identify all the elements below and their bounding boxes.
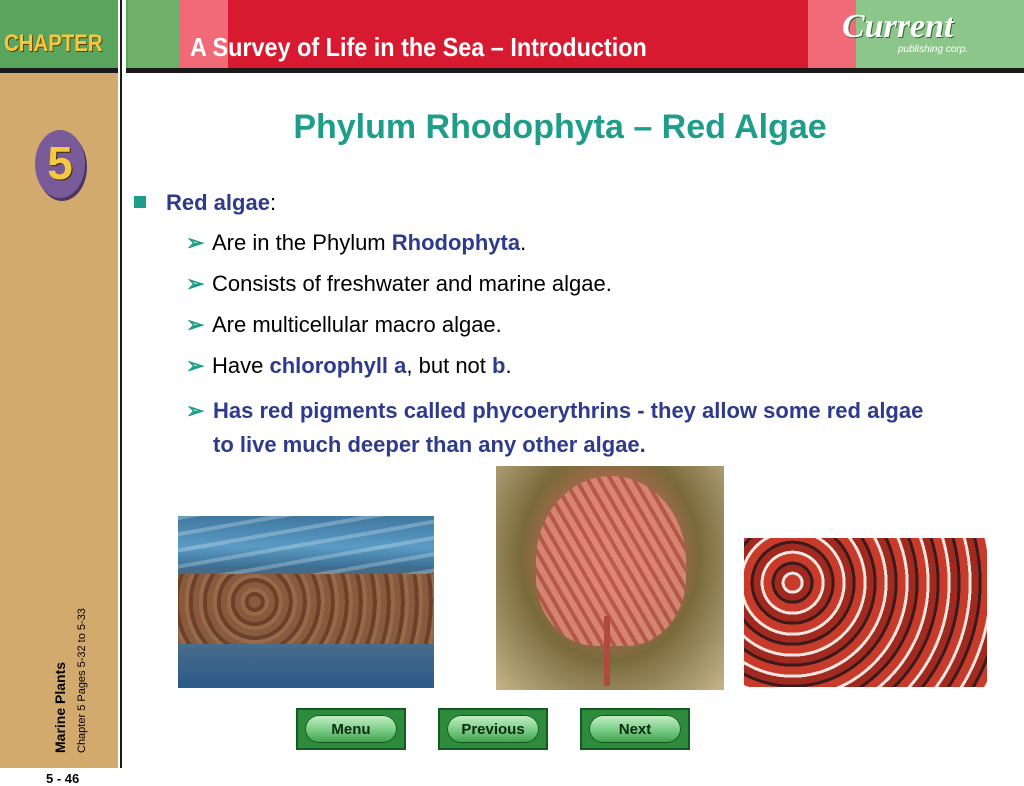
chapter-number-badge	[35, 130, 85, 198]
logo-wordmark: Current	[842, 8, 954, 45]
photo-fronds	[536, 476, 686, 646]
chapter-number: 5	[47, 137, 73, 189]
slide-number: 5 - 46	[46, 771, 80, 786]
photo-stem	[604, 616, 610, 686]
header-banner	[0, 0, 1024, 68]
logo-subtitle: publishing corp.	[898, 44, 969, 55]
bullet-suffix: :	[269, 190, 277, 215]
arrow-bullet-icon: ➢	[186, 271, 205, 296]
arrow-bullet-icon: ➢	[186, 353, 205, 378]
header-stripe	[128, 0, 180, 68]
vertical-caption	[52, 608, 88, 753]
sub-bullet	[186, 267, 612, 301]
course-title: A Survey of Life in the Sea – Introduction	[190, 32, 647, 62]
sub-bullet	[186, 308, 502, 342]
arrow-bullet-icon: ➢	[186, 398, 205, 423]
publisher-logo	[828, 6, 1008, 62]
sub-text-highlight: Has red pigments called phycoerythrins - they allow some red algae to live much deeper than any other algae.	[213, 398, 924, 457]
sub-bullet	[186, 394, 926, 462]
photo-algae-rocks	[178, 574, 434, 644]
sidebar-divider	[120, 0, 122, 768]
section-name: Marine Plants	[52, 661, 68, 753]
menu-button-label: Menu	[331, 721, 371, 738]
arrow-bullet-icon: ➢	[186, 230, 205, 255]
photo-red-algae-closeup	[496, 466, 724, 690]
menu-button[interactable]	[296, 708, 406, 750]
photo-red-algae-mat	[744, 538, 987, 687]
bullet-term: Red algae	[166, 190, 270, 215]
header-divider	[0, 68, 1024, 73]
arrow-bullet-icon: ➢	[186, 312, 205, 337]
sidebar	[0, 73, 118, 786]
next-button-label: Next	[618, 721, 652, 738]
slide-title: Phylum Rhodophyta – Red Algae	[293, 108, 827, 146]
previous-button[interactable]	[438, 708, 548, 750]
square-bullet-icon	[134, 196, 146, 208]
sub-text-highlight: b	[492, 353, 506, 378]
sub-text-pre: Have	[212, 353, 270, 378]
page-range: Chapter 5 Pages 5-32 to 5-33	[76, 608, 88, 753]
main-bullet	[134, 190, 276, 216]
sub-text-highlight: chlorophyll a	[269, 353, 407, 378]
sub-text-highlight: Rhodophyta	[391, 230, 521, 255]
sub-bullet	[186, 226, 526, 260]
photo-water	[178, 516, 434, 576]
sub-text: Are multicellular macro algae.	[212, 312, 502, 337]
next-button[interactable]	[580, 708, 690, 750]
sub-text-mid: , but not	[406, 353, 493, 378]
sub-text: Consists of freshwater and marine algae.	[212, 271, 612, 296]
previous-button-label: Previous	[461, 721, 525, 738]
sub-text-pre: Are in the Phylum	[212, 230, 392, 255]
photo-red-algae-shore	[178, 516, 434, 688]
sub-text-post: .	[505, 353, 512, 378]
chapter-label: CHAPTER	[4, 30, 103, 57]
sub-text-post: .	[520, 230, 527, 255]
sub-bullet	[186, 349, 512, 383]
